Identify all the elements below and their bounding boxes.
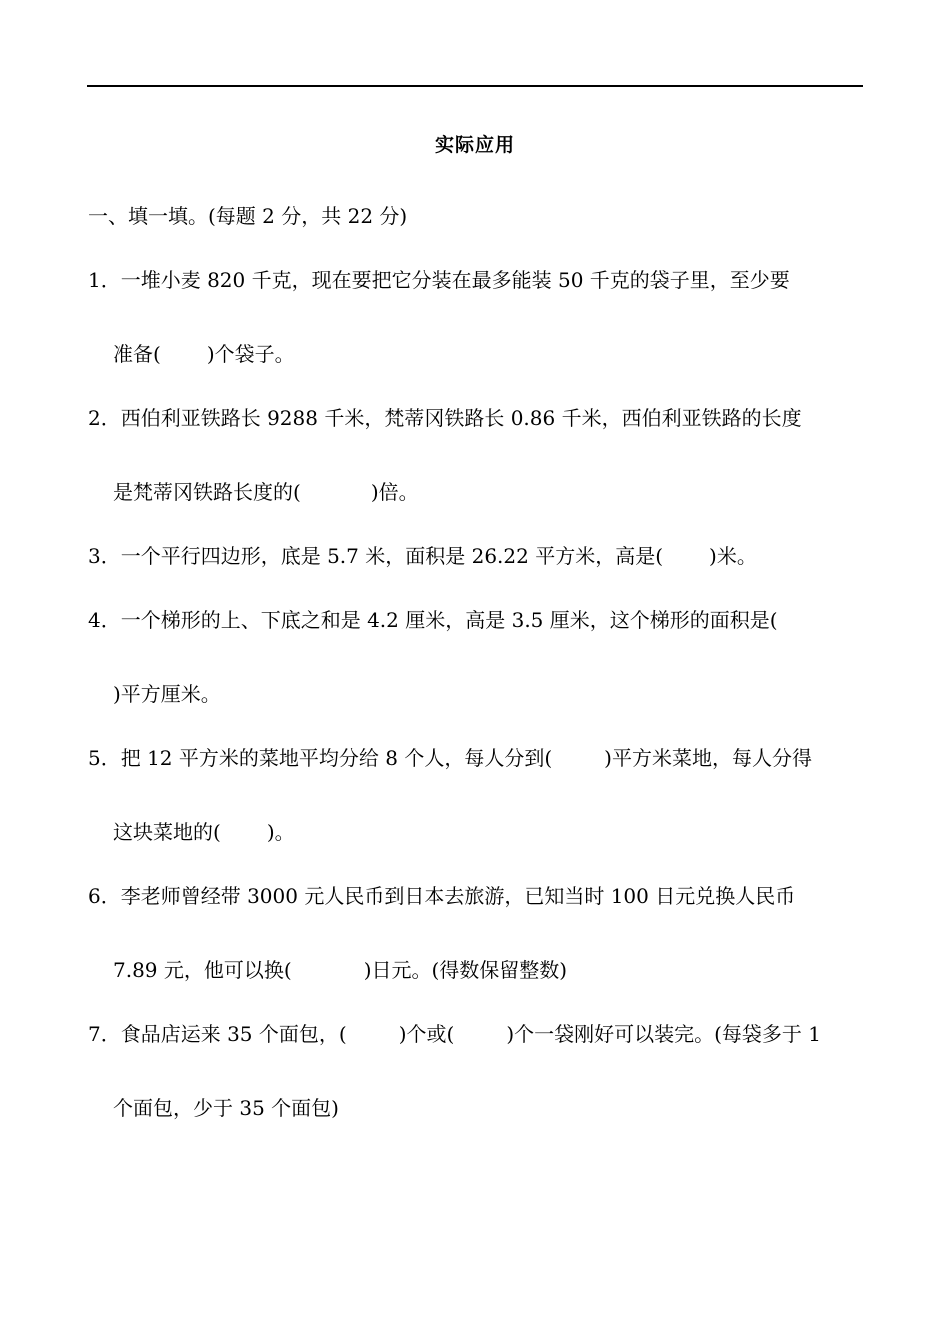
question-5-text-end: )。	[266, 820, 295, 844]
question-2-text: 2．西伯利亚铁路长 9288 千米，梵蒂冈铁路长 0.86 千米，西伯利亚铁路的长度	[88, 406, 802, 430]
question-7-text-cont: 个面包，少于 35 个面包)	[113, 1096, 339, 1120]
section-heading: 一、填一填。(每题 2 分，共 22 分)	[88, 204, 408, 228]
question-7-line-1	[88, 1020, 821, 1048]
question-7-text: 7．食品店运来 35 个面包，(	[88, 1022, 347, 1046]
question-6-line-1	[88, 882, 795, 910]
question-3-text: 3．一个平行四边形，底是 5.7 米，面积是 26.22 平方米，高是(	[88, 544, 664, 568]
question-4-text-cont: )平方厘米。	[113, 682, 221, 706]
question-5-text: 5．把 12 平方米的菜地平均分给 8 个人，每人分到(	[88, 746, 553, 770]
question-1-text-cont: 准备(	[113, 342, 161, 366]
header-rule	[87, 85, 863, 87]
question-1-line-2	[113, 340, 295, 368]
question-2-text-end: )倍。	[370, 480, 419, 504]
question-6-line-2	[113, 956, 567, 984]
question-2-line-1	[88, 404, 802, 432]
question-6-text-cont: 7.89 元，他可以换(	[113, 958, 292, 982]
question-5-line-2	[113, 818, 295, 846]
question-4-text: 4．一个梯形的上、下底之和是 4.2 厘米，高是 3.5 厘米，这个梯形的面积是(	[88, 608, 778, 632]
question-2-text-cont: 是梵蒂冈铁路长度的(	[113, 480, 301, 504]
question-7-line-2	[113, 1094, 339, 1122]
question-1-line-1	[88, 266, 790, 294]
question-7-text-end: )个一袋刚好可以装完。(每袋多于 1	[506, 1022, 821, 1046]
question-4-line-1	[88, 606, 778, 634]
question-6-text-end: )日元。(得数保留整数)	[363, 958, 568, 982]
question-7-text-mid: )个或(	[398, 1022, 455, 1046]
question-5-text-mid: )平方米菜地，每人分得	[604, 746, 812, 770]
question-3-line-1	[88, 542, 757, 570]
question-6-text: 6．李老师曾经带 3000 元人民币到日本去旅游，已知当时 100 日元兑换人民币	[88, 884, 796, 908]
question-5-line-1	[88, 744, 812, 772]
question-5-text-cont: 这块菜地的(	[113, 820, 221, 844]
question-1-text-end: )个袋子。	[206, 342, 295, 366]
question-2-line-2	[113, 478, 419, 506]
page-title: 实际应用	[434, 134, 515, 156]
question-4-line-2	[113, 680, 221, 708]
question-1-text: 1．一堆小麦 820 千克，现在要把它分装在最多能装 50 千克的袋子里，至少要	[88, 268, 790, 292]
question-3-text-end: )米。	[709, 544, 757, 568]
